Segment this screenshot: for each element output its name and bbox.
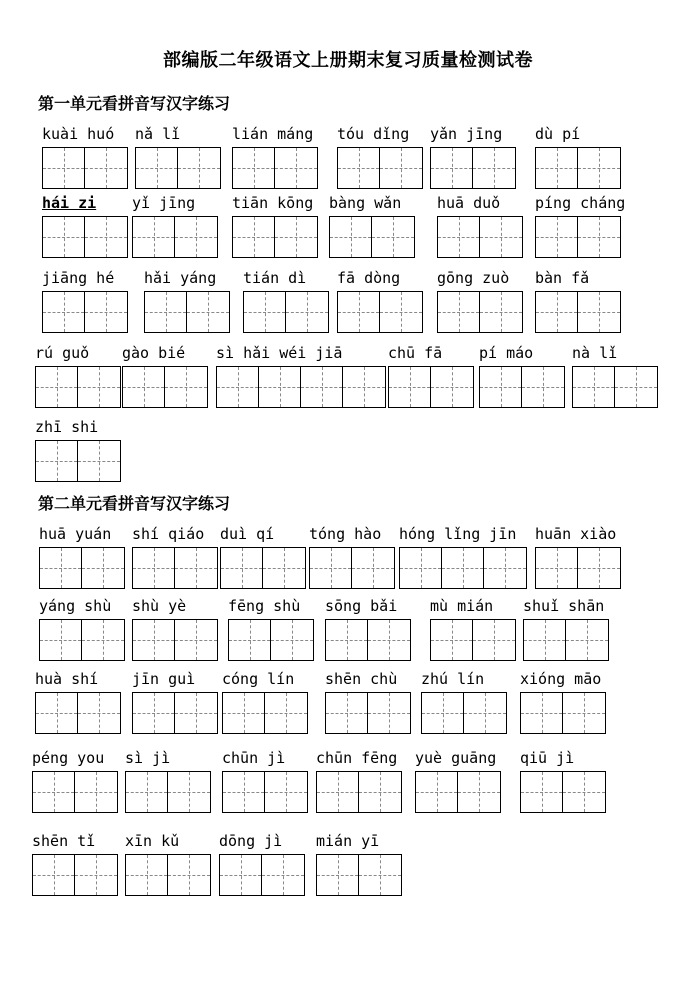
word-item: [125, 743, 211, 813]
writing-grid[interactable]: [535, 547, 621, 589]
writing-grid[interactable]: [479, 366, 565, 408]
character-cell[interactable]: [380, 292, 422, 332]
writing-grid[interactable]: [132, 692, 218, 734]
writing-grid[interactable]: [523, 619, 609, 661]
writing-grid[interactable]: [219, 854, 305, 896]
writing-grid[interactable]: [316, 771, 402, 813]
pinyin-label: mù mián: [430, 597, 494, 615]
character-cell[interactable]: [310, 548, 352, 588]
writing-grid[interactable]: [42, 216, 128, 258]
writing-grid[interactable]: [232, 216, 318, 258]
writing-grid[interactable]: [243, 291, 329, 333]
character-cell[interactable]: [431, 148, 473, 188]
pinyin-label: sōng bǎi: [325, 597, 398, 615]
writing-grid[interactable]: [337, 147, 423, 189]
character-cell[interactable]: [522, 367, 564, 407]
character-cell[interactable]: [223, 693, 265, 733]
pinyin-label: mián yī: [316, 832, 380, 850]
writing-grid[interactable]: [222, 771, 308, 813]
character-cell[interactable]: [244, 292, 286, 332]
character-cell[interactable]: [263, 548, 305, 588]
pinyin-label: shēn tǐ: [32, 832, 96, 850]
pinyin-label: sì hǎi wéi jiā: [216, 344, 343, 362]
character-cell[interactable]: [123, 367, 165, 407]
writing-grid[interactable]: [437, 291, 523, 333]
writing-grid[interactable]: [32, 771, 118, 813]
character-cell[interactable]: [221, 548, 263, 588]
pinyin-label: shí qiáo: [132, 525, 205, 543]
character-cell[interactable]: [578, 217, 620, 257]
pinyin-label: dōng jì: [219, 832, 283, 850]
word-item: [430, 591, 516, 661]
word-item: [572, 338, 658, 408]
pinyin-label: jīn guì: [132, 670, 196, 688]
character-cell[interactable]: [175, 693, 217, 733]
character-cell[interactable]: [352, 548, 394, 588]
word-item: [122, 338, 208, 408]
character-cell[interactable]: [330, 217, 372, 257]
character-cell[interactable]: [416, 772, 458, 812]
pinyin-label: yǐ jīng: [132, 194, 196, 212]
character-cell[interactable]: [165, 367, 207, 407]
character-cell[interactable]: [368, 620, 410, 660]
character-cell[interactable]: [372, 217, 414, 257]
writing-grid[interactable]: [125, 771, 211, 813]
pinyin-label: tóng hào: [309, 525, 382, 543]
word-item: [243, 263, 329, 333]
character-cell[interactable]: [259, 367, 301, 407]
pinyin-label: bàng wǎn: [329, 194, 402, 212]
character-cell[interactable]: [82, 548, 124, 588]
writing-grid[interactable]: [520, 771, 606, 813]
character-cell[interactable]: [220, 855, 262, 895]
writing-grid[interactable]: [216, 366, 386, 408]
character-cell[interactable]: [458, 772, 500, 812]
character-cell[interactable]: [40, 548, 82, 588]
character-cell[interactable]: [326, 693, 368, 733]
character-cell[interactable]: [133, 548, 175, 588]
word-item: [35, 412, 121, 482]
word-item: [39, 591, 125, 661]
character-cell[interactable]: [359, 772, 401, 812]
writing-grid[interactable]: [572, 366, 658, 408]
word-item: [32, 826, 118, 896]
writing-grid[interactable]: [144, 291, 230, 333]
character-cell[interactable]: [262, 855, 304, 895]
character-cell[interactable]: [326, 620, 368, 660]
word-item: [132, 519, 218, 589]
writing-grid[interactable]: [325, 692, 411, 734]
character-cell[interactable]: [271, 620, 313, 660]
character-cell[interactable]: [368, 693, 410, 733]
pinyin-label: hái zi: [42, 194, 97, 212]
word-item: [222, 664, 308, 734]
pinyin-label: huā yuán: [39, 525, 112, 543]
character-cell[interactable]: [438, 292, 480, 332]
pinyin-label: chūn jì: [222, 749, 286, 767]
character-cell[interactable]: [338, 292, 380, 332]
word-item: [35, 338, 121, 408]
pinyin-label: chūn fēng: [316, 749, 398, 767]
character-cell[interactable]: [480, 292, 522, 332]
word-item: [132, 188, 218, 258]
pinyin-label: fēng shù: [228, 597, 301, 615]
word-item: [228, 591, 314, 661]
character-cell[interactable]: [464, 693, 506, 733]
character-cell[interactable]: [536, 548, 578, 588]
word-item: [523, 591, 609, 661]
word-item: [32, 743, 118, 813]
pinyin-label: huà shí: [35, 670, 99, 688]
writing-grid[interactable]: [309, 547, 395, 589]
writing-grid[interactable]: [35, 440, 121, 482]
writing-grid[interactable]: [535, 291, 621, 333]
writing-grid[interactable]: [535, 216, 621, 258]
character-cell[interactable]: [136, 148, 178, 188]
character-cell[interactable]: [359, 855, 401, 895]
word-item: [144, 263, 230, 333]
pinyin-label: gōng zuò: [437, 269, 510, 287]
writing-grid[interactable]: [39, 619, 125, 661]
writing-grid[interactable]: [430, 147, 516, 189]
character-cell[interactable]: [422, 693, 464, 733]
pinyin-label: gào bié: [122, 344, 186, 362]
pinyin-label: huān xiào: [535, 525, 617, 543]
character-cell[interactable]: [168, 855, 210, 895]
word-item: [219, 826, 305, 896]
word-item: [35, 664, 121, 734]
character-cell[interactable]: [317, 772, 359, 812]
character-cell[interactable]: [223, 772, 265, 812]
pinyin-label: rú guǒ: [35, 344, 90, 362]
character-cell[interactable]: [578, 548, 620, 588]
character-cell[interactable]: [536, 217, 578, 257]
pinyin-label: dù pí: [535, 125, 581, 143]
writing-grid[interactable]: [520, 692, 606, 734]
character-cell[interactable]: [265, 693, 307, 733]
word-item: [535, 119, 621, 189]
character-cell[interactable]: [389, 367, 431, 407]
character-cell[interactable]: [563, 693, 605, 733]
word-item: [325, 591, 411, 661]
word-item: [421, 664, 507, 734]
word-item: [437, 188, 523, 258]
character-cell[interactable]: [484, 548, 526, 588]
word-item: [135, 119, 221, 189]
word-item: [316, 743, 402, 813]
word-item: [388, 338, 474, 408]
writing-grid[interactable]: [316, 854, 402, 896]
word-item: [337, 263, 423, 333]
word-item: [520, 743, 606, 813]
character-cell[interactable]: [473, 148, 515, 188]
character-cell[interactable]: [578, 292, 620, 332]
word-item: [415, 743, 501, 813]
character-cell[interactable]: [265, 772, 307, 812]
pinyin-label: zhú lín: [421, 670, 485, 688]
character-cell[interactable]: [85, 217, 127, 257]
pinyin-label: sì jì: [125, 749, 171, 767]
pinyin-label: hóng lǐng jīn: [399, 525, 517, 543]
character-cell[interactable]: [85, 292, 127, 332]
unit2-heading: 第二单元看拼音写汉字练习: [38, 494, 231, 513]
writing-grid[interactable]: [232, 147, 318, 189]
character-cell[interactable]: [566, 620, 608, 660]
word-item: [329, 188, 415, 258]
character-cell[interactable]: [431, 620, 473, 660]
character-cell[interactable]: [521, 772, 563, 812]
pinyin-label: kuài huó: [42, 125, 115, 143]
writing-grid[interactable]: [122, 366, 208, 408]
pinyin-label: shēn chù: [325, 670, 398, 688]
character-cell[interactable]: [78, 367, 120, 407]
character-cell[interactable]: [380, 148, 422, 188]
pinyin-label: zhī shi: [35, 418, 99, 436]
writing-grid[interactable]: [220, 547, 306, 589]
writing-grid[interactable]: [329, 216, 415, 258]
character-cell[interactable]: [82, 620, 124, 660]
character-cell[interactable]: [175, 217, 217, 257]
character-cell[interactable]: [78, 693, 120, 733]
word-item: [399, 519, 527, 589]
word-item: [309, 519, 395, 589]
pinyin-label: xióng māo: [520, 670, 602, 688]
character-cell[interactable]: [536, 148, 578, 188]
character-cell[interactable]: [229, 620, 271, 660]
character-cell[interactable]: [338, 148, 380, 188]
writing-grid[interactable]: [132, 216, 218, 258]
writing-grid[interactable]: [228, 619, 314, 661]
writing-grid[interactable]: [135, 147, 221, 189]
character-cell[interactable]: [286, 292, 328, 332]
writing-grid[interactable]: [325, 619, 411, 661]
character-cell[interactable]: [615, 367, 657, 407]
pinyin-label: huā duǒ: [437, 194, 501, 212]
writing-grid[interactable]: [32, 854, 118, 896]
pinyin-label: jiāng hé: [42, 269, 115, 287]
character-cell[interactable]: [43, 292, 85, 332]
character-cell[interactable]: [438, 217, 480, 257]
character-cell[interactable]: [187, 292, 229, 332]
word-item: [216, 338, 386, 408]
character-cell[interactable]: [400, 548, 442, 588]
word-item: [132, 591, 218, 661]
character-cell[interactable]: [233, 217, 275, 257]
pinyin-label: píng cháng: [535, 194, 626, 212]
writing-grid[interactable]: [415, 771, 501, 813]
word-item: [325, 664, 411, 734]
character-cell[interactable]: [524, 620, 566, 660]
word-item: [42, 263, 128, 333]
character-cell[interactable]: [480, 367, 522, 407]
pinyin-label: shuǐ shān: [523, 597, 605, 615]
character-cell[interactable]: [175, 620, 217, 660]
pinyin-label: qiū jì: [520, 749, 575, 767]
character-cell[interactable]: [85, 148, 127, 188]
character-cell[interactable]: [36, 441, 78, 481]
character-cell[interactable]: [578, 148, 620, 188]
character-cell[interactable]: [233, 148, 275, 188]
word-item: [42, 119, 128, 189]
character-cell[interactable]: [126, 772, 168, 812]
word-item: [437, 263, 523, 333]
character-cell[interactable]: [563, 772, 605, 812]
pinyin-label: fā dòng: [337, 269, 401, 287]
word-item: [132, 664, 218, 734]
pinyin-label: lián máng: [232, 125, 314, 143]
pinyin-label: yáng shù: [39, 597, 112, 615]
writing-grid[interactable]: [337, 291, 423, 333]
character-cell[interactable]: [133, 217, 175, 257]
character-cell[interactable]: [275, 148, 317, 188]
character-cell[interactable]: [75, 772, 117, 812]
pinyin-label: xīn kǔ: [125, 832, 180, 850]
pinyin-label: chū fā: [388, 344, 443, 362]
pinyin-label: nà lǐ: [572, 344, 618, 362]
word-item: [479, 338, 565, 408]
unit1-heading: 第一单元看拼音写汉字练习: [38, 94, 231, 113]
character-cell[interactable]: [43, 217, 85, 257]
character-cell[interactable]: [36, 693, 78, 733]
character-cell[interactable]: [536, 292, 578, 332]
word-item: [39, 519, 125, 589]
writing-grid[interactable]: [430, 619, 516, 661]
character-cell[interactable]: [521, 693, 563, 733]
character-cell[interactable]: [178, 148, 220, 188]
pinyin-label: tián dì: [243, 269, 307, 287]
word-item: [520, 664, 606, 734]
word-item: [535, 263, 621, 333]
character-cell[interactable]: [126, 855, 168, 895]
writing-grid[interactable]: [35, 366, 121, 408]
pinyin-label: yǎn jīng: [430, 125, 503, 143]
character-cell[interactable]: [33, 855, 75, 895]
writing-grid[interactable]: [42, 291, 128, 333]
writing-grid[interactable]: [535, 147, 621, 189]
character-cell[interactable]: [301, 367, 343, 407]
character-cell[interactable]: [43, 148, 85, 188]
writing-grid[interactable]: [125, 854, 211, 896]
pinyin-label: shù yè: [132, 597, 187, 615]
word-item: [232, 119, 318, 189]
character-cell[interactable]: [217, 367, 259, 407]
writing-grid[interactable]: [132, 547, 218, 589]
writing-grid[interactable]: [39, 547, 125, 589]
writing-grid[interactable]: [437, 216, 523, 258]
character-cell[interactable]: [343, 367, 385, 407]
writing-grid[interactable]: [35, 692, 121, 734]
character-cell[interactable]: [275, 217, 317, 257]
pinyin-label: tóu dǐng: [337, 125, 410, 143]
word-item: [220, 519, 306, 589]
character-cell[interactable]: [480, 217, 522, 257]
writing-grid[interactable]: [42, 147, 128, 189]
pinyin-label: duì qí: [220, 525, 275, 543]
writing-grid[interactable]: [421, 692, 507, 734]
character-cell[interactable]: [168, 772, 210, 812]
word-item: [430, 119, 516, 189]
writing-grid[interactable]: [388, 366, 474, 408]
character-cell[interactable]: [175, 548, 217, 588]
character-cell[interactable]: [442, 548, 484, 588]
character-cell[interactable]: [75, 855, 117, 895]
pinyin-label: péng you: [32, 749, 105, 767]
word-item: [535, 519, 621, 589]
word-item: [42, 188, 128, 258]
pinyin-label: cóng lín: [222, 670, 295, 688]
word-item: [535, 188, 626, 258]
character-cell[interactable]: [78, 441, 120, 481]
word-item: [125, 826, 211, 896]
character-cell[interactable]: [431, 367, 473, 407]
writing-grid[interactable]: [132, 619, 218, 661]
word-item: [232, 188, 318, 258]
writing-grid[interactable]: [222, 692, 308, 734]
pinyin-label: tiān kōng: [232, 194, 314, 212]
character-cell[interactable]: [133, 620, 175, 660]
character-cell[interactable]: [145, 292, 187, 332]
character-cell[interactable]: [33, 772, 75, 812]
pinyin-label: hǎi yáng: [144, 269, 217, 287]
writing-grid[interactable]: [399, 547, 527, 589]
word-item: [316, 826, 402, 896]
pinyin-label: nǎ lǐ: [135, 125, 181, 143]
pinyin-label: yuè guāng: [415, 749, 497, 767]
pinyin-label: bàn fǎ: [535, 269, 590, 287]
character-cell[interactable]: [36, 367, 78, 407]
pinyin-label: pí máo: [479, 344, 534, 362]
character-cell[interactable]: [40, 620, 82, 660]
character-cell[interactable]: [473, 620, 515, 660]
character-cell[interactable]: [573, 367, 615, 407]
word-item: [222, 743, 308, 813]
word-item: [337, 119, 423, 189]
page-title: 部编版二年级语文上册期末复习质量检测试卷: [163, 50, 533, 71]
character-cell[interactable]: [133, 693, 175, 733]
character-cell[interactable]: [317, 855, 359, 895]
